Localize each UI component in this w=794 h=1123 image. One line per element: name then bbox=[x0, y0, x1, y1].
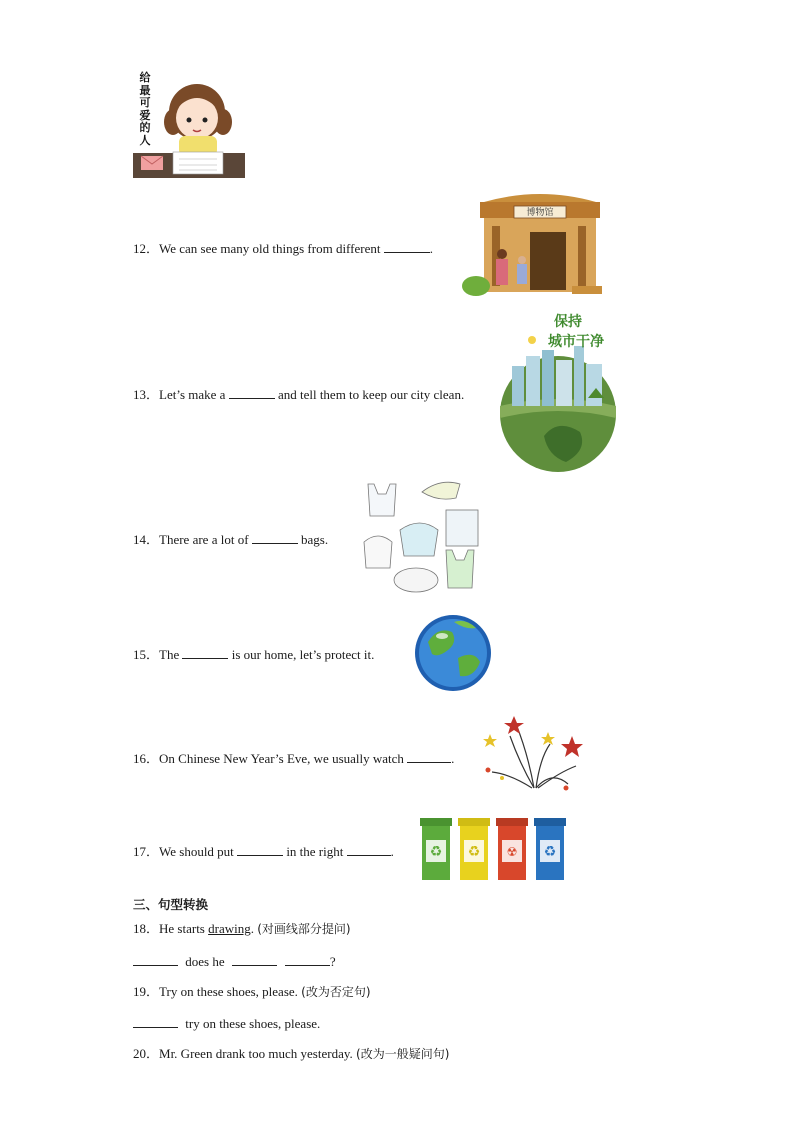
question-number: 13． bbox=[133, 387, 160, 402]
answer-line-18 bbox=[133, 953, 336, 970]
svg-text:☢: ☢ bbox=[506, 845, 518, 859]
question-text: We should put bbox=[159, 844, 238, 859]
answer-blank[interactable] bbox=[347, 843, 391, 856]
question-text: Mr. Green drank too much yesterday. bbox=[159, 1046, 357, 1061]
answer-line-19 bbox=[133, 1015, 320, 1032]
question-number: 14． bbox=[133, 532, 160, 547]
question-text-end: is our home, let’s protect it. bbox=[228, 647, 375, 662]
question-number: 15． bbox=[133, 647, 160, 662]
question-text: The bbox=[159, 647, 183, 662]
instruction-hint: (改为否定句) bbox=[301, 985, 371, 999]
question-number: 17． bbox=[133, 844, 160, 859]
answer-blank[interactable] bbox=[232, 953, 277, 966]
logo-girl-writing bbox=[133, 70, 245, 178]
question-number: 19． bbox=[133, 984, 160, 999]
answer-blank[interactable] bbox=[229, 386, 275, 399]
question-text: We can see many old things from different bbox=[159, 241, 384, 256]
question-text-end: bags. bbox=[297, 532, 329, 547]
question-12 bbox=[133, 240, 433, 257]
section-title: 三、句型转换 bbox=[133, 897, 209, 912]
answer-blank[interactable] bbox=[407, 750, 451, 763]
logo-caption: 给 最 可 爱 的 人 bbox=[139, 71, 151, 147]
museum-illustration bbox=[462, 192, 604, 298]
question-19 bbox=[133, 984, 371, 1000]
svg-text:♻: ♻ bbox=[543, 844, 557, 860]
question-text-mid: in the right bbox=[283, 844, 347, 859]
question-20 bbox=[133, 1046, 449, 1062]
answer-text-end: ? bbox=[329, 954, 336, 969]
recycling-bins-illustration bbox=[418, 814, 574, 884]
question-number: 16． bbox=[133, 751, 160, 766]
question-text-end: . bbox=[451, 751, 455, 766]
question-15 bbox=[133, 646, 374, 663]
question-18 bbox=[133, 921, 351, 937]
answer-blank[interactable] bbox=[384, 240, 430, 253]
answer-blank[interactable] bbox=[182, 646, 228, 659]
svg-text:♻: ♻ bbox=[429, 844, 443, 860]
question-number: 18． bbox=[133, 921, 160, 936]
svg-text:♻: ♻ bbox=[467, 844, 481, 860]
answer-text: try on these shoes, please. bbox=[182, 1016, 321, 1031]
clean-city-illustration bbox=[496, 306, 622, 474]
question-number: 20． bbox=[133, 1046, 160, 1061]
question-text: He starts bbox=[159, 921, 209, 936]
plastic-bags-illustration bbox=[358, 476, 482, 600]
question-text-end: . bbox=[429, 241, 433, 256]
question-16 bbox=[133, 750, 454, 767]
question-text: Try on these shoes, please. bbox=[159, 984, 302, 999]
earth-globe-illustration bbox=[414, 614, 492, 692]
fireworks-illustration bbox=[480, 714, 588, 798]
question-text: Let’s make a bbox=[159, 387, 229, 402]
question-number: 12． bbox=[133, 241, 160, 256]
question-text-end: . bbox=[390, 844, 394, 859]
question-text-end: . bbox=[250, 921, 258, 936]
answer-blank[interactable] bbox=[285, 953, 330, 966]
question-text: On Chinese New Year’s Eve, we usually watch bbox=[159, 751, 408, 766]
answer-blank[interactable] bbox=[133, 953, 178, 966]
question-17 bbox=[133, 843, 394, 860]
question-13 bbox=[133, 386, 464, 403]
answer-blank[interactable] bbox=[237, 843, 283, 856]
answer-blank[interactable] bbox=[252, 531, 298, 544]
instruction-hint: (对画线部分提问) bbox=[257, 922, 351, 936]
answer-text: does he bbox=[182, 954, 228, 969]
city-slogan: 保持 城市干净 bbox=[548, 314, 604, 350]
question-text: There are a lot of bbox=[159, 532, 252, 547]
museum-sign: 博物馆 bbox=[526, 208, 554, 218]
answer-blank[interactable] bbox=[133, 1015, 178, 1028]
question-text-end: and tell them to keep our city clean. bbox=[274, 387, 465, 402]
instruction-hint: (改为一般疑问句) bbox=[356, 1047, 450, 1061]
question-14 bbox=[133, 531, 328, 548]
underlined-word: drawing bbox=[208, 921, 251, 936]
